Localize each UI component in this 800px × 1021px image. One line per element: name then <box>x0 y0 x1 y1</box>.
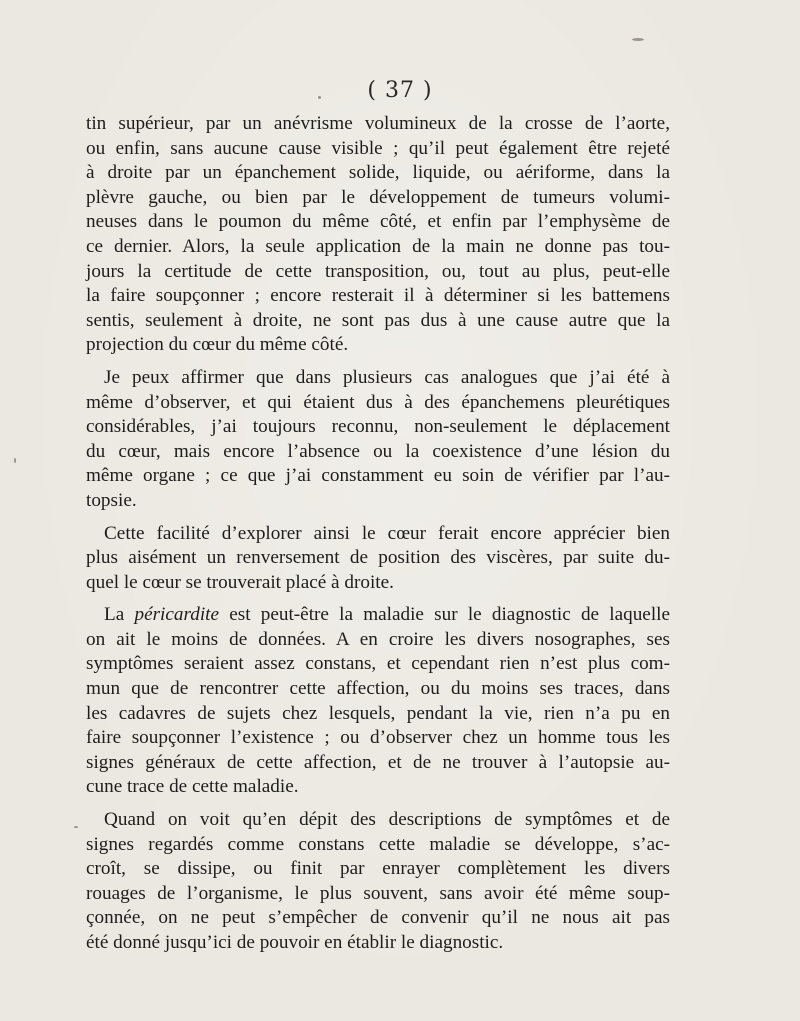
paper-speck <box>318 96 321 99</box>
text-line: ou enfin, sans aucune cause visible ; qu’il peut également être rejeté <box>86 137 670 159</box>
text-line: Quand on voit qu’en dépit des descriptions de symptômes et de <box>104 809 670 831</box>
text-line: considérables, j’ai toujours reconnu, non-seulement le déplacement <box>86 416 670 438</box>
text-line: mun que de rencontrer cette affection, ou du moins ses traces, dans <box>86 678 670 700</box>
paragraph-4 <box>86 603 670 800</box>
text-line: faire soupçonner l’existence ; ou d’observer chez un homme tous les <box>86 727 670 749</box>
text-line: tin supérieur, par un anévrisme volumineux de la crosse de l’aorte, <box>86 113 670 134</box>
text-line: les cadavres de sujets chez lesquels, pendant la vie, rien n’a pu en <box>86 702 670 724</box>
text-line: çonnée, on ne peut s’empêcher de convenir qu’il ne nous ait pas <box>86 907 670 929</box>
text-line: plèvre gauche, ou bien par le développement de tumeurs volumi- <box>86 186 670 208</box>
italic-term: péricardite <box>134 604 220 626</box>
paper-speck <box>632 38 644 41</box>
text-line: Cette facilité d’explorer ainsi le cœur ferait encore apprécier bien <box>104 522 670 544</box>
text-line: du cœur, mais encore l’absence ou la coexistence d’une lésion du <box>86 440 670 462</box>
text-line: symptômes seraient assez constans, et cependant rien n’est plus com- <box>86 653 670 675</box>
text-line: quel le cœur se trouverait placé à droite. <box>86 571 394 593</box>
text-line: rouages de l’organisme, le plus souvent, sans avoir été même soup- <box>86 882 670 904</box>
text-line: même d’observer, et qui étaient dus à des épanchemens pleurétiques <box>86 391 670 413</box>
text-line: signes regardés comme constans cette maladie se développe, s’ac- <box>86 833 670 855</box>
text-line: topsie. <box>86 489 137 511</box>
text-line: été donné jusqu’ici de pouvoir en établir le diagnostic. <box>86 932 504 953</box>
text-line: la faire soupçonner ; encore resterait il à déterminer si les battemens <box>86 285 670 307</box>
text-line: on ait le moins de données. A en croire les divers nosographes, ses <box>86 628 670 650</box>
text-line: projection du cœur du même côté. <box>86 334 349 356</box>
text-line: même organe ; ce que j’ai constamment eu soin de vérifier par l’au- <box>86 465 670 487</box>
paragraph-2 <box>86 366 670 514</box>
text-line: à droite par un épanchement solide, liquide, ou aériforme, dans la <box>86 162 670 184</box>
paragraph-5 <box>86 808 670 956</box>
text-line: jours la certitude de cette transposition, ou, tout au plus, peut-elle <box>86 260 670 282</box>
paper-speck <box>14 458 16 463</box>
first-line-rest: est peut-être la maladie sur le diagnostic de laquelle <box>229 604 671 626</box>
text-line: Je peux affirmer que dans plusieurs cas analogues que j’ai été à <box>104 366 670 388</box>
text-line: croît, se dissipe, ou finit par enrayer complètement les divers <box>86 858 670 880</box>
text-line: cune trace de cette maladie. <box>86 776 299 798</box>
paragraph-3 <box>86 522 670 596</box>
paper-speck <box>74 826 78 828</box>
text-line: plus aisément un renversement de position des viscères, par suite du- <box>86 547 670 569</box>
first-word: La <box>104 604 125 626</box>
body-text <box>86 112 670 956</box>
text-line <box>86 603 670 628</box>
page-number: ( 37 ) <box>367 78 433 103</box>
text-line: ce dernier. Alors, la seule application de la main ne donne pas tou- <box>86 235 670 257</box>
text-line: sentis, seulement à droite, ne sont pas dus à une cause autre que la <box>86 309 670 331</box>
paragraph-1 <box>86 112 670 358</box>
text-line: neuses dans le poumon du même côté, et enfin par l’emphysème de <box>86 211 670 233</box>
text-line: signes généraux de cette affection, et de ne trouver à l’autopsie au- <box>86 751 670 773</box>
